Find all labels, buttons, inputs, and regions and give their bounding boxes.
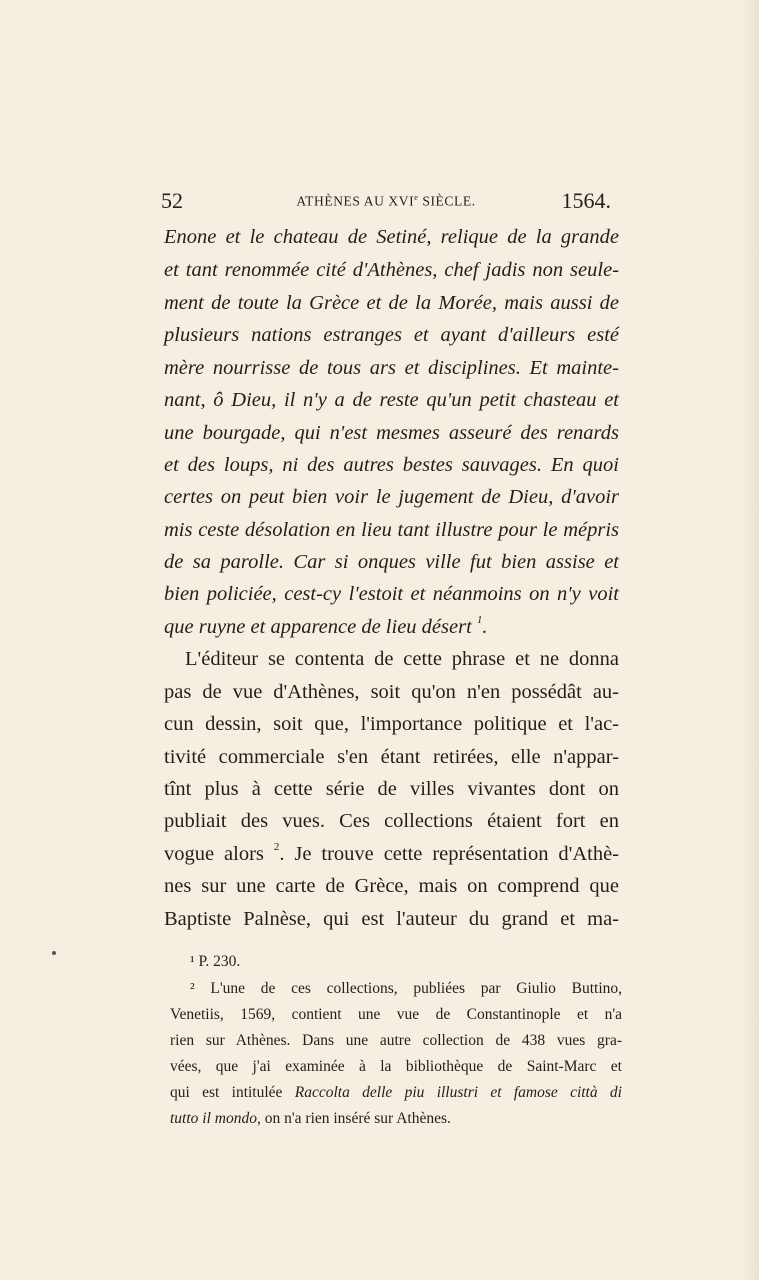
year-label: 1564.: [561, 188, 611, 213]
quote-line: nant, ô Dieu, il n'y a de reste qu'un petit chasteau et: [164, 389, 619, 411]
body-line: publiait des vues. Ces collections étaient fort en: [164, 810, 619, 832]
footnote-ref-1[interactable]: 1: [476, 614, 483, 626]
footnote-2-line: ² L'une de ces collections, publiées par Giulio Buttino,: [190, 980, 622, 997]
body-line: pas de vue d'Athènes, soit qu'on n'en possédât au-: [164, 681, 619, 703]
quote-line: plusieurs nations estranges et ayant d'ailleurs esté: [164, 324, 619, 346]
quote-line: de sa parolle. Car si onques ville fut bien assise et: [164, 551, 619, 573]
footnote-2-line: Venetiis, 1569, contient une vue de Constantinople et n'a: [170, 1006, 622, 1023]
quote-line: Enone et le chateau de Setiné, relique de la grande: [164, 226, 619, 248]
running-header: [161, 188, 611, 224]
body-line: nes sur une carte de Grèce, mais on comprend que: [164, 875, 619, 897]
quote-line: et tant renommée cité d'Athènes, chef jadis non seule-: [164, 259, 619, 281]
quote-line: et des loups, ni des autres bestes sauvages. En quoi: [164, 454, 619, 476]
body-line: Baptiste Palnèse, qui est l'auteur du grand et ma-: [164, 908, 619, 930]
body-line: vogue alors $^2$. Je trouve cette représentation d'Athè-: [164, 841, 619, 865]
footnote-2-line: vées, que j'ai examinée à la bibliothèque de Saint-Marc et: [170, 1058, 622, 1075]
body-line: tînt plus à cette série de villes vivantes dont on: [164, 778, 619, 800]
running-title: ATHÈNES AU XVIe SIÈCLE.: [296, 193, 476, 209]
body-line: cun dessin, soit que, l'importance politique et l'ac-: [164, 713, 619, 735]
body-line: tivité commerciale s'en étant retirées, elle n'appar-: [164, 746, 619, 768]
ink-speck: [52, 951, 56, 955]
footnote-2-line: tutto il mondo, on n'a rien inséré sur Athènes.: [170, 1110, 451, 1127]
quote-line: une bourgade, qui n'est mesmes asseuré des renards: [164, 422, 619, 444]
quote-last-line: que ruyne et apparence de lieu désert $^1$.: [164, 614, 488, 638]
footnote-2-line: rien sur Athènes. Dans une autre collection de 438 vues gra-: [170, 1032, 622, 1049]
quote-line: certes on peut bien voir le jugement de Dieu, d'avoir: [164, 486, 619, 508]
page-number: 52: [161, 188, 183, 213]
quote-line: mis ceste désolation en lieu tant illustre pour le mépris: [164, 519, 619, 541]
quote-line: ment de toute la Grèce et de la Morée, mais aussi de: [164, 292, 619, 314]
footnote-ref-2[interactable]: 2: [273, 841, 280, 853]
quote-line: mère nourrisse de tous ars et disciplines. Et mainte-: [164, 357, 619, 379]
footnote-2-line: qui est intitulée Raccolta delle piu illustri et famose città di: [170, 1084, 622, 1101]
quote-line: bien policiée, cest-cy l'estoit et néanmoins on n'y voit: [164, 583, 619, 605]
footnote-1: ¹ P. 230.: [190, 953, 241, 970]
body-line: L'éditeur se contenta de cette phrase et ne donna: [185, 648, 619, 670]
page-edge-shadow: [741, 0, 759, 1280]
